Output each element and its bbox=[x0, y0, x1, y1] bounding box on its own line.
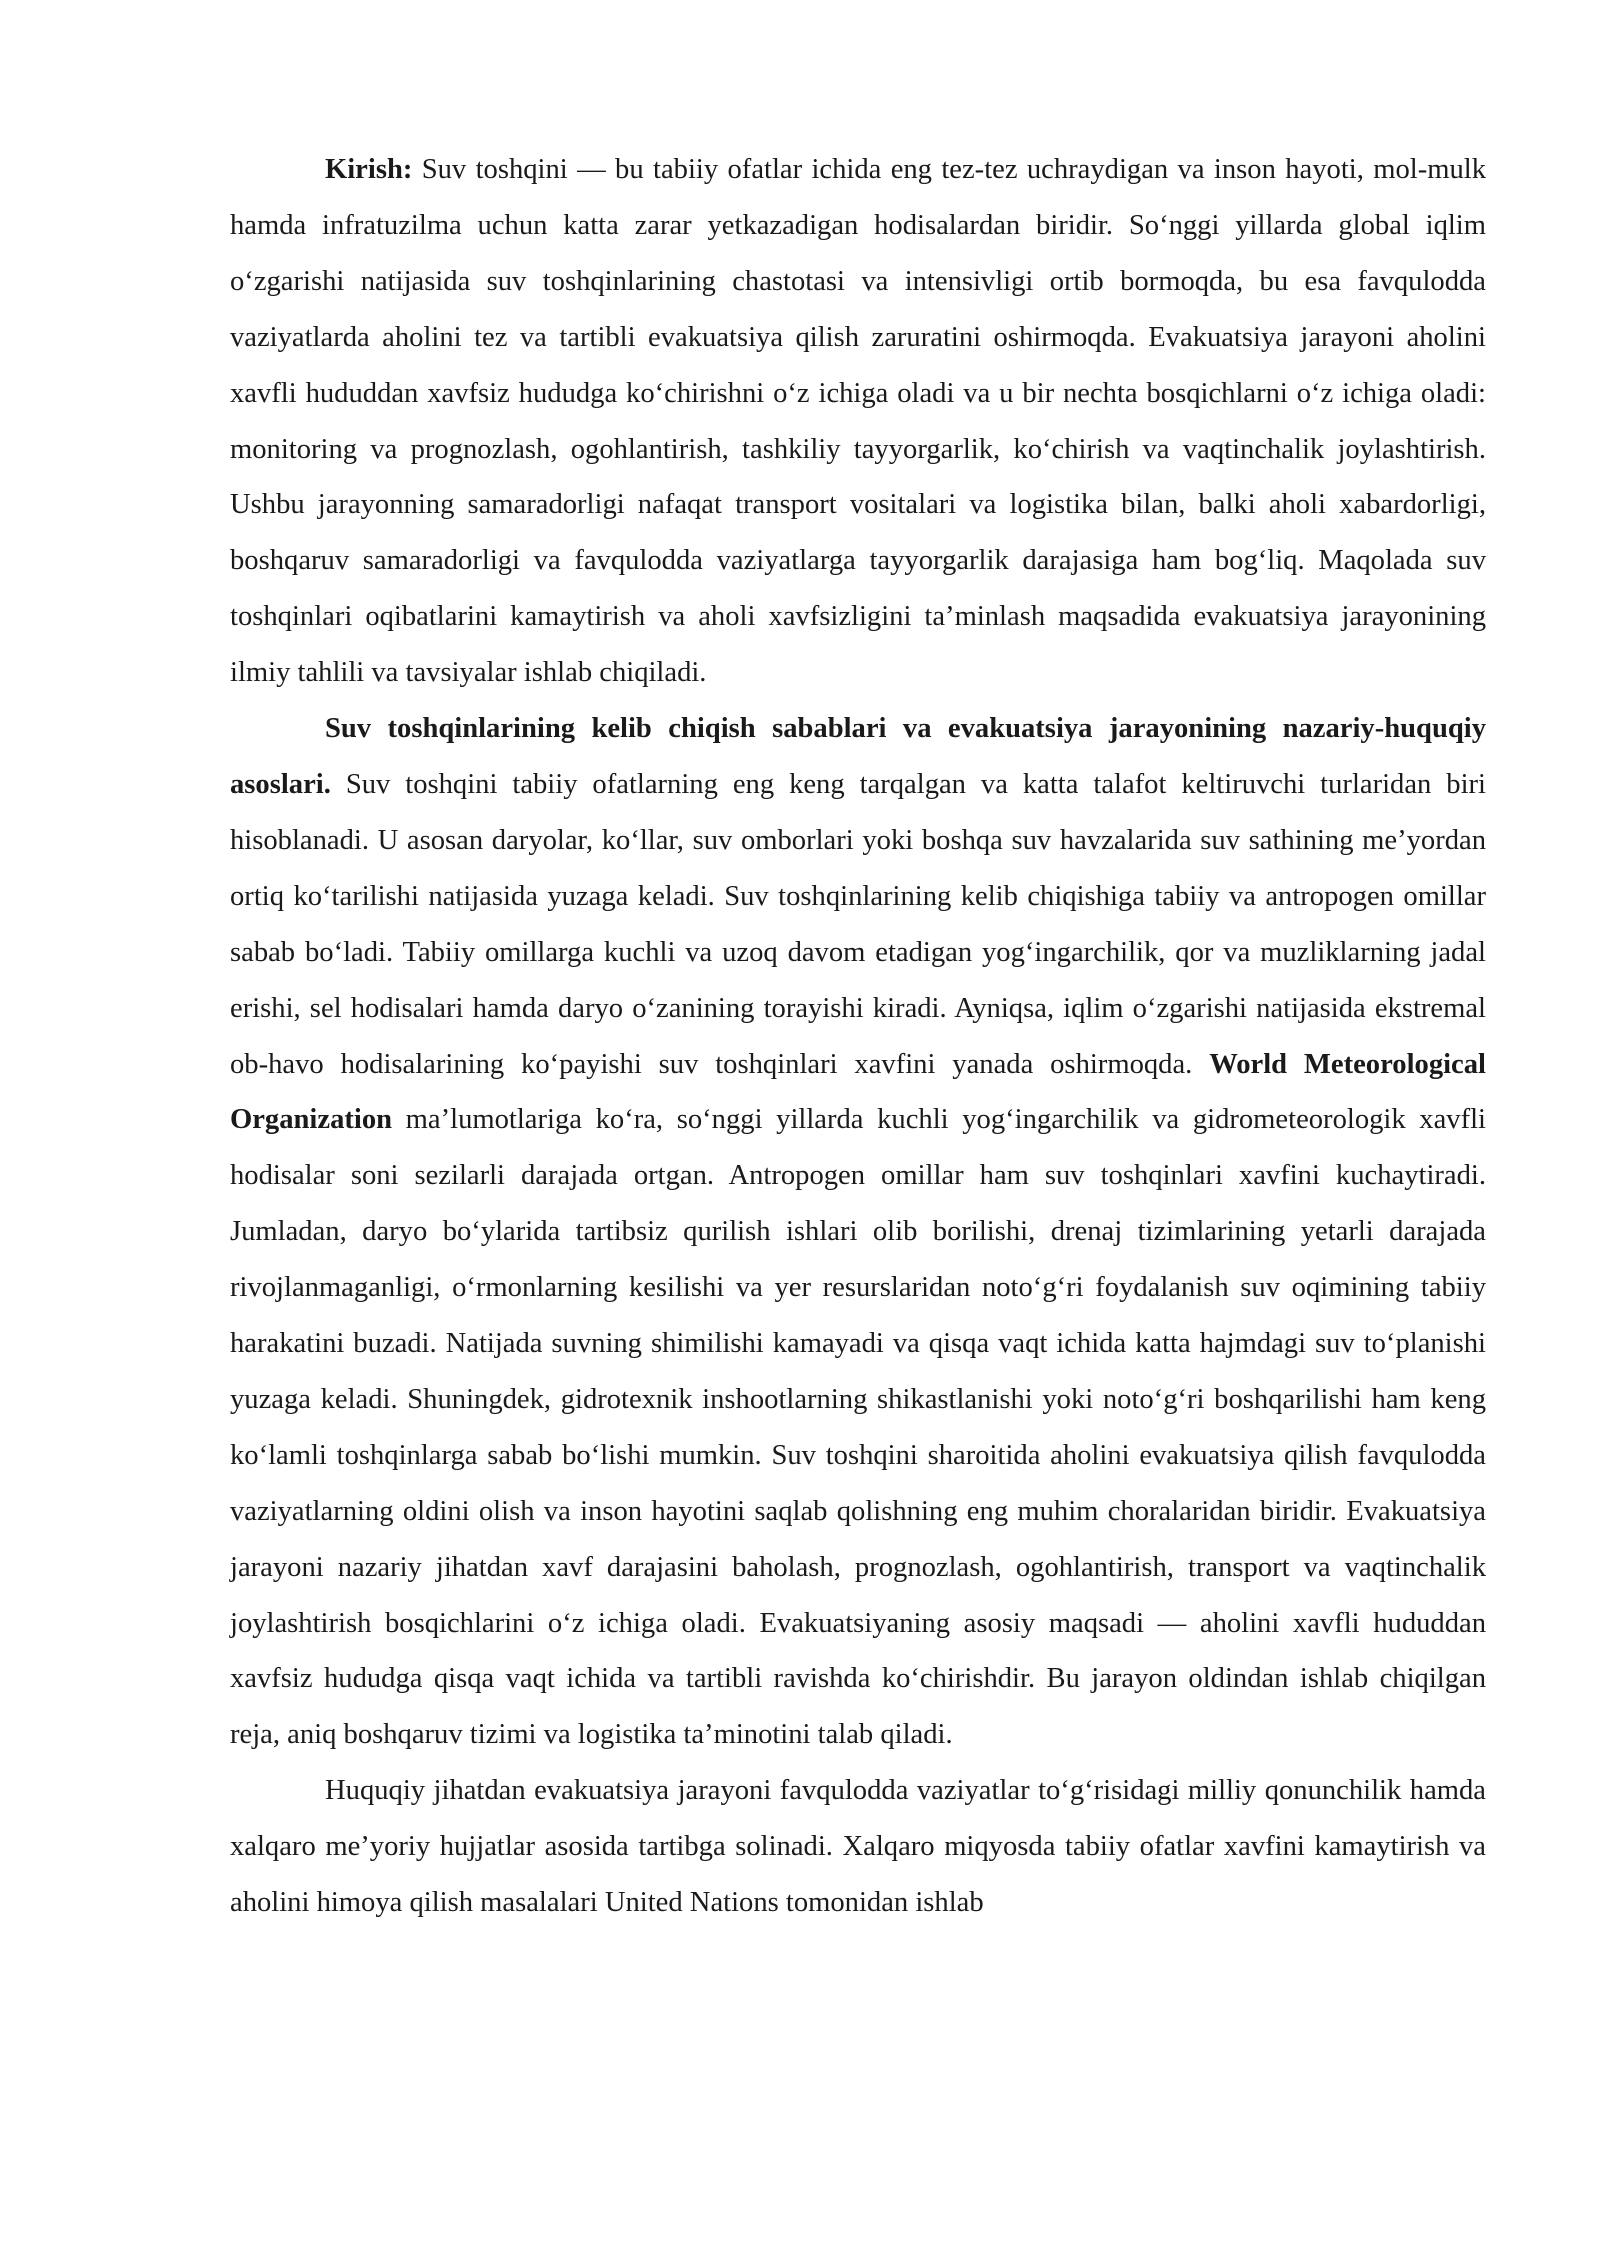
paragraph-causes-and-foundations bbox=[230, 701, 1486, 1763]
organization-name: World Meteorological Organization bbox=[230, 1048, 1486, 1136]
paragraph-introduction bbox=[230, 142, 1486, 701]
section-text-part-1: Suv toshqini tabiiy ofatlarning eng keng tarqalgan va katta talafot keltiruvchi turlaridan biri hisoblanadi. U asosan daryolar, ko‘llar, suv omborlari yoki boshqa suv havzalarida suv sathining me’yordan ortiq ko‘tarilishi natijasida yuzaga keladi. Suv toshqinlarining kelib chiqishiga tabiiy va antropogen omillar sabab bo‘ladi. Tabiiy omillarga kuchli va uzoq davom etadigan yog‘ingarchilik, qor va muzliklarning jadal erishi, sel hodisalari hamda daryo o‘zanining torayishi kiradi. Ayniqsa, iqlim o‘zgarishi natijasida ekstremal ob-havo hodisalarining ko‘payishi suv toshqinlari xavfini yanada oshirmoqda. bbox=[230, 768, 1486, 1080]
legal-text: Huquqiy jihatdan evakuatsiya jarayoni favqulodda vaziyatlar to‘g‘risidagi milliy qonunchilik hamda xalqaro me’yoriy hujjatlar asosida tartibga solinadi. Xalqaro miqyosda tabiiy ofatlar xavfini kamaytirish va aholini himoya qilish masalalari United Nations tomonidan ishlab bbox=[230, 1775, 1486, 1919]
intro-heading: Kirish: bbox=[325, 154, 413, 185]
intro-text: Suv toshqini — bu tabiiy ofatlar ichida eng tez-tez uchraydigan va inson hayoti, mol-mulk hamda infratuzilma uchun katta zarar yetkazadigan hodisalardan biridir. So‘nggi yillarda global iqlim o‘zgarishi natijasida suv toshqinlarining chastotasi va intensivligi ortib bormoqda, bu esa favqulodda vaziyatlarda aholini tez va tartibli evakuatsiya qilish zaruratini oshirmoqda. Evakuatsiya jarayoni aholini xavfli hududdan xavfsiz hududga ko‘chirishni o‘z ichiga oladi va u bir nechta bosqichlarni o‘z ichiga oladi: monitoring va prognozlash, ogohlantirish, tashkiliy tayyorgarlik, ko‘chirish va vaqtinchalik joylashtirish. Ushbu jarayonning samaradorligi nafaqat transport vositalari va logistika bilan, balki aholi xabardorligi, boshqaruv samaradorligi va favqulodda vaziyatlarga tayyorgarlik darajasiga ham bog‘liq. Maqolada suv toshqinlari oqibatlarini kamaytirish va aholi xavfsizligini ta’minlash maqsadida evakuatsiya jarayonining ilmiy tahlili va tavsiyalar ishlab chiqiladi. bbox=[230, 154, 1486, 689]
document-page bbox=[230, 142, 1486, 1931]
section-text-part-2: ma’lumotlariga ko‘ra, so‘nggi yillarda kuchli yog‘ingarchilik va gidrometeorologik xavfli hodisalar soni sezilarli darajada ortgan. Antropogen omillar ham suv toshqinlari xavfini kuchaytiradi. Jumladan, daryo bo‘ylarida tartibsiz qurilish ishlari olib borilishi, drenaj tizimlarining yetarli darajada rivojlanmaganligi, o‘rmonlarning kesilishi va yer resurslaridan noto‘g‘ri foydalanish suv oqimining tabiiy harakatini buzadi. Natijada suvning shimilishi kamayadi va qisqa vaqt ichida katta hajmdagi suv to‘planishi yuzaga keladi. Shuningdek, gidrotexnik inshootlarning shikastlanishi yoki noto‘g‘ri boshqarilishi ham keng ko‘lamli toshqinlarga sabab bo‘lishi mumkin. Suv toshqini sharoitida aholini evakuatsiya qilish favqulodda vaziyatlarning oldini olish va inson hayotini saqlab qolishning eng muhim choralaridan biridir. Evakuatsiya jarayoni nazariy jihatdan xavf darajasini baholash, prognozlash, ogohlantirish, transport va vaqtinchalik joylashtirish bosqichlarini o‘z ichiga oladi. Evakuatsiyaning asosiy maqsadi — aholini xavfli hududdan xavfsiz hududga qisqa vaqt ichida va tartibli ravishda ko‘chirishdir. Bu jarayon oldindan ishlab chiqilgan reja, aniq boshqaruv tizimi va logistika ta’minotini talab qiladi. bbox=[230, 1104, 1486, 1751]
section-heading: Suv toshqinlarining kelib chiqish sabablari va evakuatsiya jarayonining nazariy-huquqiy asoslari. bbox=[230, 713, 1486, 800]
paragraph-legal-basis bbox=[230, 1763, 1486, 1931]
